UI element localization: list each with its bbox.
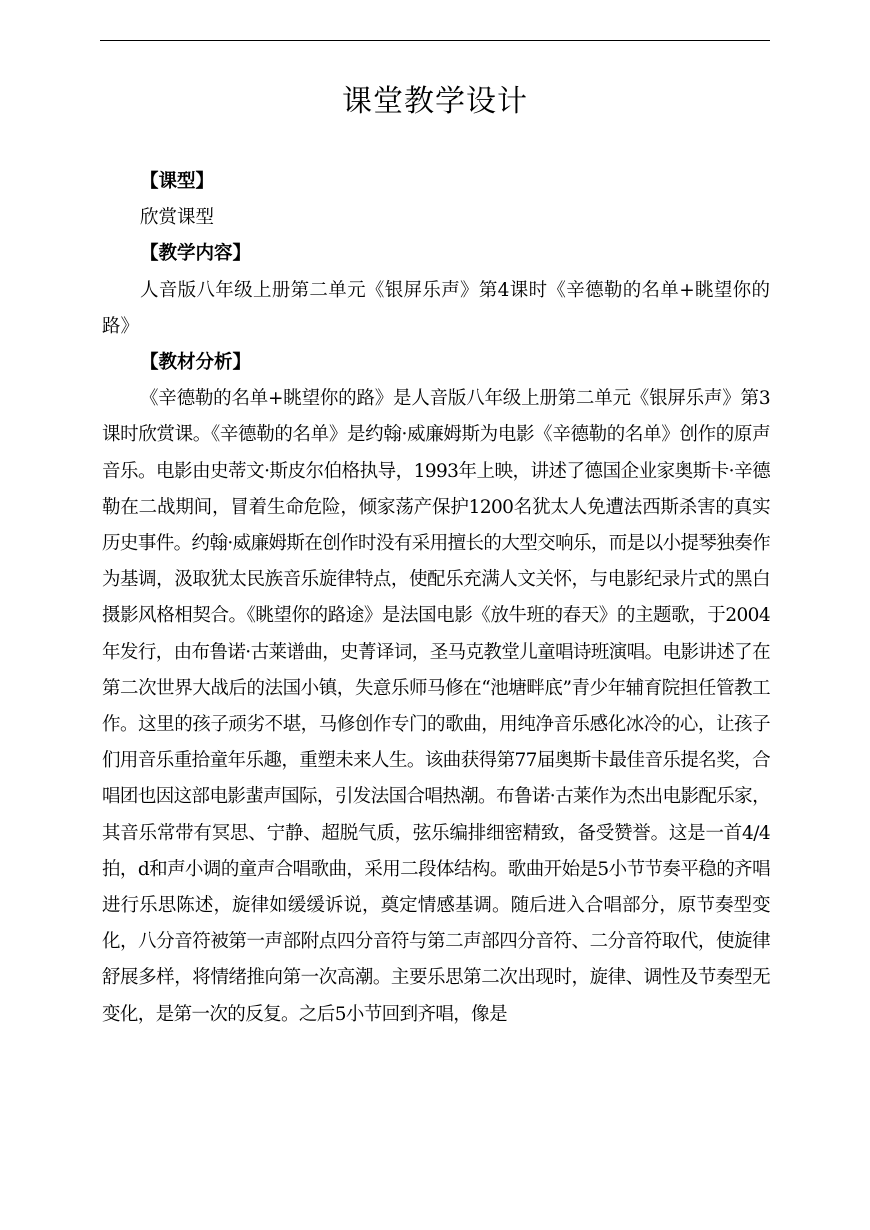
lesson-type-heading: 【课型】 [140, 171, 215, 192]
document-body [102, 164, 770, 1033]
document-title: 课堂教学设计 [342, 84, 528, 119]
material-analysis-text: 《辛德勒的名单+眺望你的路》是人音版八年级上册第二单元《银屏乐声》第3课时欣赏课。《辛德勒的名单》是约翰·威廉姆斯为电影《辛德勒的名单》创作的原声音乐。电影由史蒂文·斯皮尔伯格执导，1993年上映，讲述了德国企业家奥斯卡·辛德勒在二战期间，冒着生命危险，倾家荡产保护1200名犹太人免遭法西斯杀害的真实历史事件。约翰·威廉姆斯在创作时没有采用擅长的大型交响乐，而是以小提琴独奏作为基调，汲取犹太民族音乐旋律特点，使配乐充满人文关怀，与电影纪录片式的黑白摄影风格相契合。《眺望你的路途》是法国电影《放牛班的春天》的主题歌，于2004年发行，由布鲁诺·古莱谱曲，史菁译词，圣马克教堂儿童唱诗班演唱。电影讲述了在第二次世界大战后的法国小镇，失意乐师马修在“池塘畔底”青少年辅育院担任管教工作。这里的孩子顽劣不堪，马修创作专门的歌曲，用纯净音乐感化冰冷的心，让孩子们用音乐重拾童年乐趣，重塑未来人生。该曲获得第77届奥斯卡最佳音乐提名奖，合唱团也因这部电影蜚声国际，引发法国合唱热潮。布鲁诺·古莱作为杰出电影配乐家，其音乐常带有冥思、宁静、超脱气质，弦乐编排细密精致，备受赞誉。这是一首4/4拍，d和声小调的童声合唱歌曲，采用二段体结构。歌曲开始是5小节节奏平稳的齐唱进行乐思陈述，旋律如缓缓诉说，奠定情感基调。随后进入合唱部分，原节奏型变化，八分音符被第一声部附点四分音符与第二声部四分音符、二分音符取代，使旋律舒展多样，将情绪推向第一次高潮。主要乐思第二次出现时，旋律、调性及节奏型无变化，是第一次的反复。之后5小节回到齐唱，像是 [102, 388, 770, 1025]
header-rule [100, 40, 770, 41]
teaching-content-text: 人音版八年级上册第二单元《银屏乐声》第4课时《辛德勒的名单+眺望你的路》 [102, 279, 770, 337]
material-analysis-heading: 【教材分析】 [140, 352, 252, 374]
teaching-content-heading: 【教学内容】 [140, 243, 252, 265]
lesson-type-text: 欣赏课型 [140, 207, 215, 229]
